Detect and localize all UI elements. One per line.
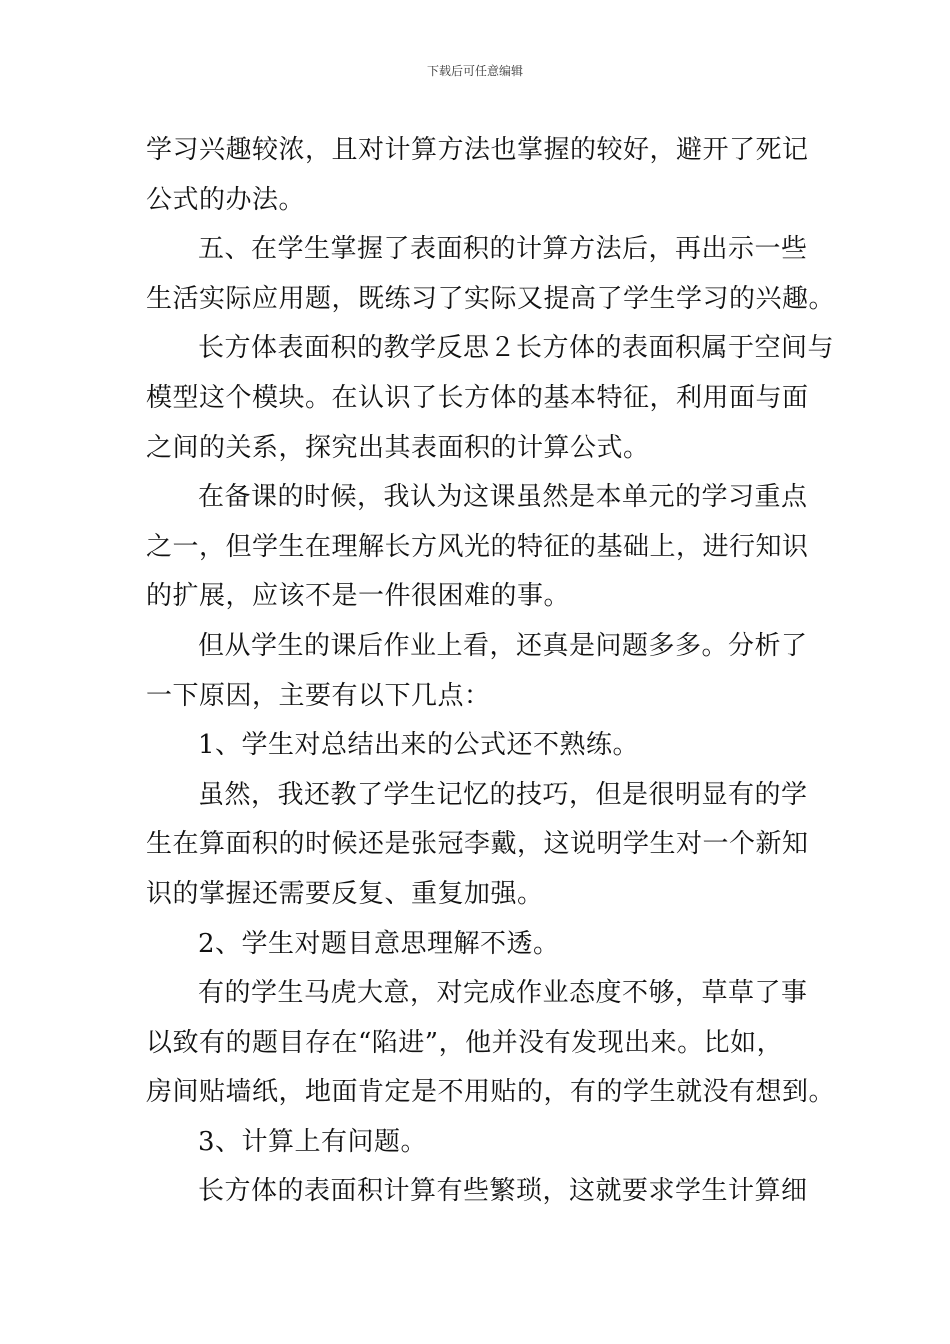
text-line: 五、在学生掌握了表面积的计算方法后，再出示一些 [198, 234, 808, 265]
text-line: 以致有的题目存在“陷进”，他并没有发现出来。比如， [146, 1027, 784, 1058]
text-line: 房间贴墙纸，地面肯定是不用贴的，有的学生就没有想到。 [146, 1077, 836, 1108]
text-line: 但从学生的课后作业上看，还真是问题多多。分析了 [198, 630, 808, 661]
text-line: 虽然，我还教了学生记忆的技巧，但是很明显有的学 [198, 779, 808, 810]
text-line: 之一，但学生在理解长方风光的特征的基础上，进行知识 [146, 531, 809, 562]
text-line: 之间的关系，探究出其表面积的计算公式。 [146, 432, 650, 463]
text-line: 长方体的表面积计算有些繁琐，这就要求学生计算细 [198, 1176, 808, 1207]
text-line: 2、学生对题目意思理解不透。 [198, 928, 560, 959]
text-line: 1、学生对总结出来的公式还不熟练。 [198, 730, 640, 761]
text-line: 一下原因，主要有以下几点： [146, 680, 491, 711]
page-header-note: 下载后可任意编辑 [426, 64, 523, 78]
text-line: 识的掌握还需要反复、重复加强。 [146, 878, 544, 909]
document-body [146, 126, 836, 1217]
text-line: 3、计算上有问题。 [198, 1126, 428, 1157]
text-line: 的扩展，应该不是一件很困难的事。 [146, 581, 571, 612]
text-line: 学习兴趣较浓，且对计算方法也掌握的较好，避开了死记 [146, 135, 809, 165]
text-line: 有的学生马虎大意，对完成作业态度不够，草草了事 [198, 978, 808, 1009]
text-line: 生活实际应用题，既练习了实际又提高了学生学习的兴趣。 [146, 283, 836, 314]
text-line: 模型这个模块。在认识了长方体的基本特征，利用面与面 [146, 382, 809, 413]
text-line: 在备课的时候，我认为这课虽然是本单元的学习重点 [198, 482, 808, 513]
text-line: 长方体表面积的教学反思２长方体的表面积属于空间与 [198, 333, 835, 364]
text-line: 生在算面积的时候还是张冠李戴，这说明学生对一个新知 [146, 829, 809, 860]
text-line: 公式的办法。 [146, 184, 306, 215]
